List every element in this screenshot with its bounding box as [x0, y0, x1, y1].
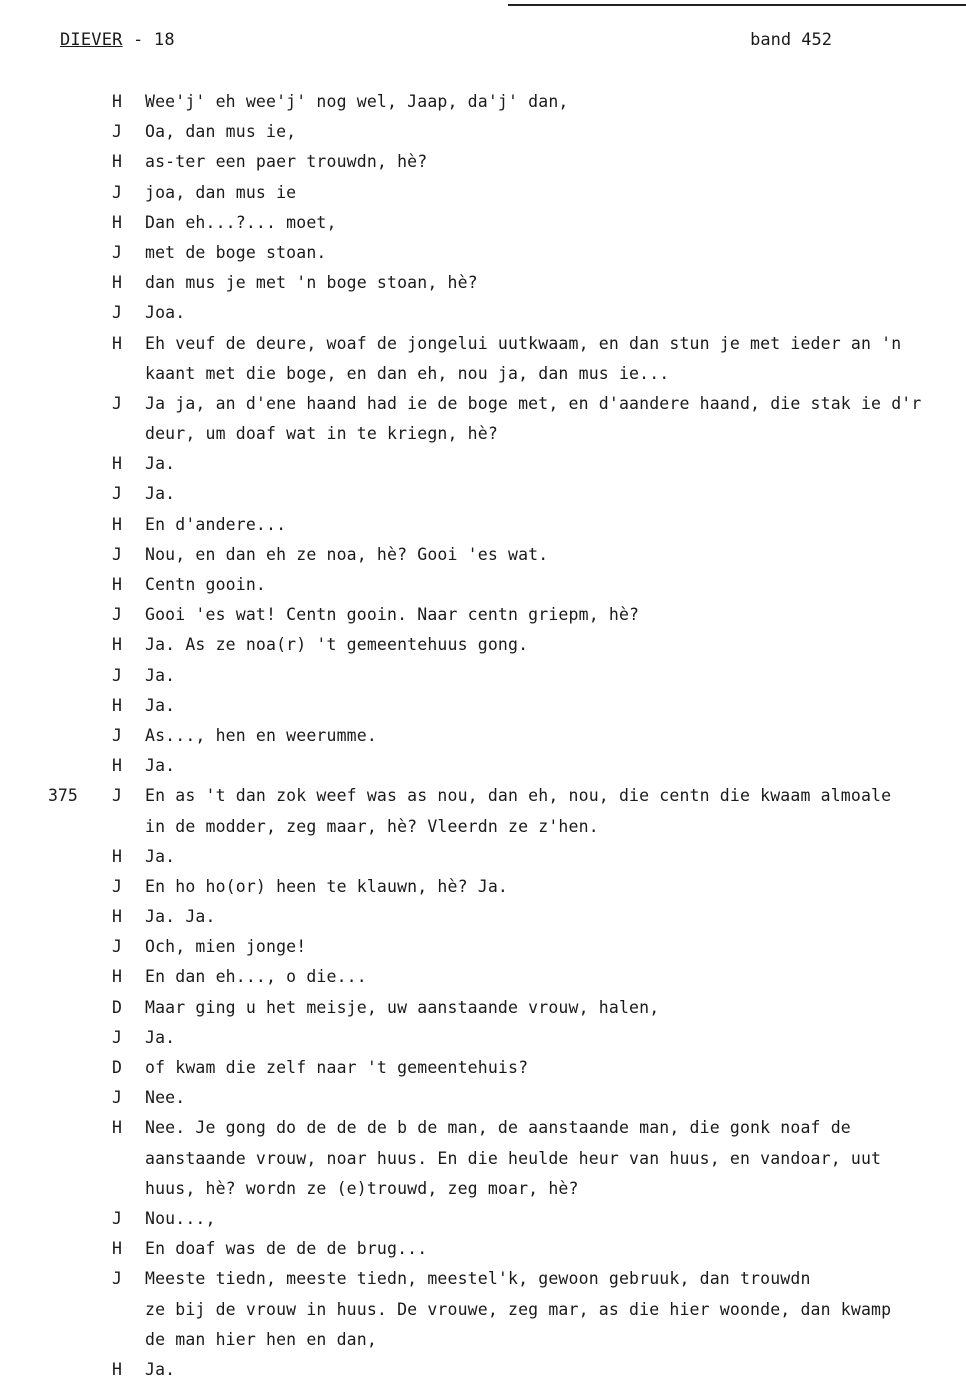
utterance-text: En ho ho(or) heen te klauwn, hè? Ja. [145, 876, 509, 896]
speaker-label: D [112, 997, 122, 1017]
speaker-label: J [112, 544, 122, 564]
transcript-line [0, 483, 966, 513]
utterance-text: Ja. As ze noa(r) 't gemeentehuus gong. [145, 635, 529, 655]
utterance-text: in de modder, zeg maar, hè? Vleerdn ze z'hen. [145, 816, 599, 836]
transcript-line [0, 665, 966, 695]
page-number: - 18 [133, 30, 175, 50]
utterance-text: En dan eh..., o die... [145, 967, 367, 987]
utterance-text: Maar ging u het meisje, uw aanstaande vrouw, halen, [145, 997, 660, 1017]
transcript-line [0, 1087, 966, 1117]
utterance-text: Dan eh...?... moet, [145, 212, 337, 232]
utterance-text: ze bij de vrouw in huus. De vrouwe, zeg mar, as die hier woonde, dan kwamp [145, 1299, 892, 1319]
speaker-label: J [112, 1269, 122, 1289]
speaker-label: H [112, 1118, 122, 1138]
transcript-line [0, 1268, 966, 1298]
utterance-text: Ja. [145, 665, 176, 685]
speaker-label: J [112, 665, 122, 685]
transcript-line [0, 936, 966, 966]
utterance-text: Nee. [145, 1088, 186, 1108]
speaker-label: H [112, 1239, 122, 1259]
transcript-line [0, 966, 966, 996]
utterance-text: Nou..., [145, 1208, 216, 1228]
transcript-line [0, 785, 966, 815]
transcript-line [0, 876, 966, 906]
transcript-line [0, 634, 966, 664]
speaker-label: H [112, 756, 122, 776]
speaker-label: J [112, 876, 122, 896]
transcript-line [0, 182, 966, 212]
speaker-label: D [112, 1058, 122, 1077]
document-title: DIEVER [60, 30, 123, 50]
transcript-line [0, 91, 966, 121]
utterance-text: En as 't dan zok weef was as nou, dan eh, nou, die centn die kwaam almoale [145, 786, 892, 806]
transcript-line [0, 755, 966, 785]
utterance-text: met de boge stoan. [145, 242, 327, 262]
transcript-line [0, 1299, 966, 1329]
utterance-text: Gooi 'es wat! Centn gooin. Naar centn griepm, hè? [145, 605, 640, 625]
utterance-text: Oa, dan mus ie, [145, 122, 297, 142]
speaker-label: J [112, 1027, 122, 1047]
transcript-line [0, 604, 966, 634]
speaker-label: H [112, 846, 122, 866]
utterance-text: deur, um doaf wat in te kriegn, hè? [145, 424, 498, 444]
transcript-line [0, 997, 966, 1027]
utterance-text: Ja ja, an d'ene haand had ie de boge met, en d'aandere haand, die stak ie d'r [145, 393, 922, 413]
transcript-line [0, 333, 966, 363]
transcript-line [0, 1057, 966, 1087]
top-rule [508, 4, 966, 6]
utterance-text: Ja. Ja. [145, 907, 216, 927]
speaker-label: J [112, 484, 122, 504]
speaker-label: H [112, 333, 122, 353]
transcript-line [0, 1238, 966, 1268]
speaker-label: J [112, 1208, 122, 1228]
speaker-label: H [112, 635, 122, 655]
utterance-text: huus, hè? wordn ze (e)trouwd, zeg moar, hè? [145, 1178, 579, 1198]
transcript-line [0, 816, 966, 846]
transcript-line [0, 544, 966, 574]
speaker-label: H [112, 695, 122, 715]
utterance-text: dan mus je met 'n boge stoan, hè? [145, 273, 478, 293]
speaker-label: H [112, 967, 122, 987]
utterance-text: Och, mien jonge! [145, 937, 307, 957]
speaker-label: J [112, 786, 122, 806]
speaker-label: J [112, 1088, 122, 1108]
transcript-line [0, 695, 966, 725]
speaker-label: H [112, 273, 122, 293]
transcript-line [0, 1208, 966, 1238]
utterance-text: En doaf was de de de brug... [145, 1239, 428, 1259]
transcript-line [0, 393, 966, 423]
utterance-text: Ja. [145, 695, 176, 715]
transcript-line [0, 453, 966, 483]
speaker-label: J [112, 725, 122, 745]
speaker-label: J [112, 242, 122, 262]
utterance-text: Eh veuf de deure, woaf de jongelui uutkwaam, en dan stun je met ieder an 'n [145, 333, 902, 353]
utterance-text: Nee. Je gong do de de de b de man, de aanstaande man, die gonk noaf de [145, 1118, 851, 1138]
transcript-line [0, 846, 966, 876]
utterance-text: Ja. [145, 454, 176, 474]
speaker-label: H [112, 454, 122, 474]
utterance-text: aanstaande vrouw, noar huus. En die heulde heur van huus, en vandoar, uut [145, 1148, 882, 1168]
tape-label: band 452 [750, 30, 832, 50]
utterance-text: Ja. [145, 756, 176, 776]
transcript-line [0, 725, 966, 755]
utterance-text: Ja. [145, 1359, 176, 1379]
transcript-lines [0, 91, 966, 1389]
utterance-text: Ja. [145, 846, 176, 866]
utterance-text: Ja. [145, 484, 176, 504]
transcript-line [0, 906, 966, 936]
utterance-text: joa, dan mus ie [145, 182, 297, 202]
speaker-label: H [112, 212, 122, 232]
transcript-line [0, 363, 966, 393]
speaker-label: H [112, 92, 122, 111]
utterance-text: of kwam die zelf naar 't gemeentehuis? [145, 1058, 529, 1077]
speaker-label: J [112, 303, 122, 323]
transcript-line [0, 212, 966, 242]
transcript-line [0, 1329, 966, 1359]
transcript-line [0, 1027, 966, 1057]
page-header-left [60, 30, 175, 50]
transcript-line [0, 1148, 966, 1178]
transcript-line [0, 423, 966, 453]
utterance-text: de man hier hen en dan, [145, 1329, 377, 1349]
transcript-line [0, 1117, 966, 1147]
transcript-line [0, 514, 966, 544]
transcript-line [0, 574, 966, 604]
speaker-label: H [112, 514, 122, 534]
utterance-text: En d'andere... [145, 514, 287, 534]
speaker-label: J [112, 182, 122, 202]
utterance-text: Centn gooin. [145, 575, 267, 594]
utterance-text: As..., hen en weerumme. [145, 725, 377, 745]
utterance-text: Nou, en dan eh ze noa, hè? Gooi 'es wat. [145, 544, 549, 564]
transcript-line [0, 242, 966, 272]
speaker-label: H [112, 907, 122, 927]
utterance-text: Ja. [145, 1027, 176, 1047]
utterance-text: Meeste tiedn, meeste tiedn, meestel'k, gewoon gebruuk, dan trouwdn [145, 1269, 811, 1289]
speaker-label: J [112, 393, 122, 413]
transcript-line [0, 151, 966, 181]
utterance-text: as-ter een paer trouwdn, hè? [145, 152, 428, 172]
speaker-label: H [112, 1359, 122, 1379]
utterance-text: Joa. [145, 303, 186, 323]
line-number: 375 [48, 786, 78, 806]
speaker-label: H [112, 575, 122, 594]
utterance-text: kaant met die boge, en dan eh, nou ja, dan mus ie... [145, 363, 670, 383]
speaker-label: J [112, 122, 122, 142]
speaker-label: J [112, 605, 122, 625]
transcript-line [0, 1178, 966, 1208]
speaker-label: H [112, 152, 122, 172]
speaker-label: J [112, 937, 122, 957]
utterance-text: Wee'j' eh wee'j' nog wel, Jaap, da'j' dan, [145, 92, 569, 111]
transcript-line [0, 121, 966, 151]
transcript-line [0, 272, 966, 302]
transcript-line [0, 302, 966, 332]
transcript-line [0, 1359, 966, 1389]
